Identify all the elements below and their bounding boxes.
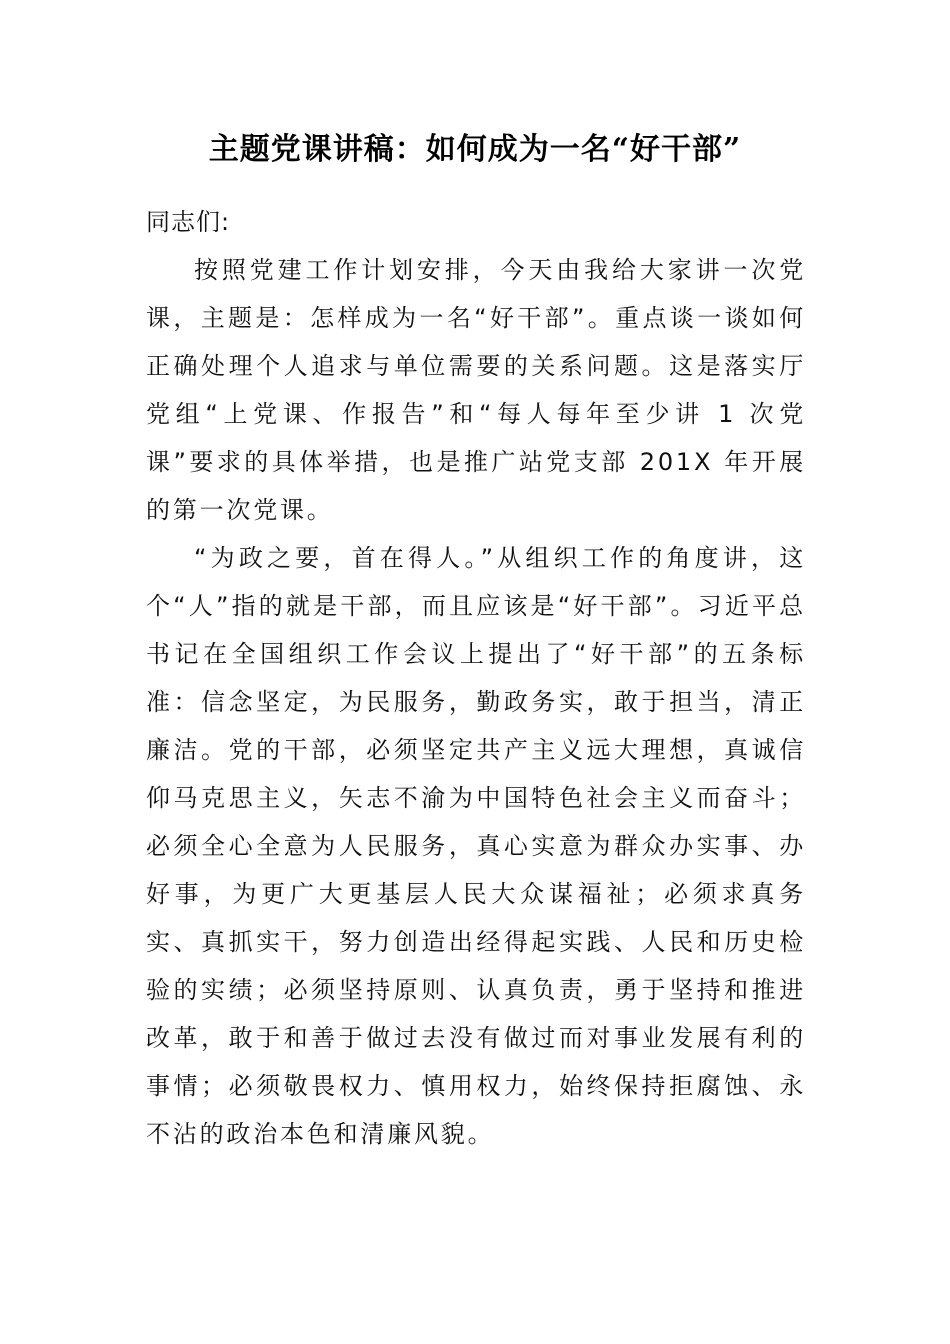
document-body: [146, 198, 806, 1158]
paragraph-2: “为政之要，首在得人。”从组织工作的角度讲，这个“人”指的就是干部，而且应该是“好干部”。习近平总书记在全国组织工作会议上提出了“好干部”的五条标准：信念坚定，为民服务，勤政务实，敢于担当，清正廉洁。党的干部，必须坚定共产主义远大理想，真诚信仰马克思主义，矢志不渝为中国特色社会主义而奋斗；必须全心全意为人民服务，真心实意为群众办实事、办好事，为更广大更基层人民大众谋福祉；必须求真务实、真抓实干，努力创造出经得起实践、人民和历史检验的实绩；必须坚持原则、认真负责，勇于坚持和推进改革，敢于和善于做过去没有做过而对事业发展有利的事情；必须敬畏权力、慎用权力，始终保持拒腐蚀、永不沾的政治本色和清廉风貌。: [146, 544, 806, 1148]
paragraph-1: 按照党建工作计划安排，今天由我给大家讲一次党课，主题是：怎样成为一名“好干部”。重点谈一谈如何正确处理个人追求与单位需要的关系问题。这是落实厅党组“上党课、作报告”和“每人每年至少讲 1 次党课”要求的具体举措，也是推广站党支部 201X 年开展的第一次党课。: [146, 256, 806, 524]
salutation: 同志们:: [146, 208, 231, 236]
document-title: 主题党课讲稿：如何成为一名“好干部”: [208, 132, 742, 167]
